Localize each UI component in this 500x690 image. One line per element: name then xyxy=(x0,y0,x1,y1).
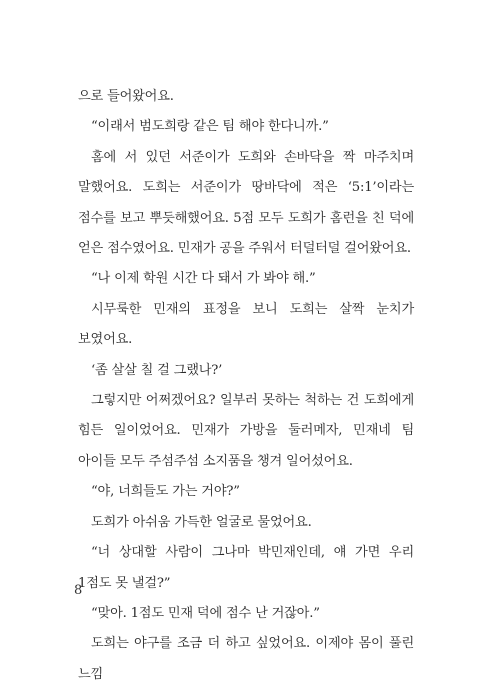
paragraph: ‘좀 살살 칠 걸 그랬나?’ xyxy=(91,362,223,378)
body-text xyxy=(78,82,414,690)
paragraph: “나 이제 학원 시간 다 돼서 가 봐야 해.” xyxy=(91,271,316,287)
paragraph: 도희가 아쉬움 가득한 얼굴로 물었어요. xyxy=(91,514,312,530)
paragraph: 그렇지만 어쩌겠어요? 일부러 못하는 척하는 건 도희에게 힘든 일이었어요. 민재가 가방을 둘러메자, 민재네 팀 아이들 모두 주섬주섬 소지품을 챙겨 일어섰어요. xyxy=(78,393,414,469)
paragraph: 홈에 서 있던 서준이가 도희와 손바닥을 짝 마주치며 말했어요. 도희는 서준이가 땅바닥에 적은 ‘5:1’이라는 점수를 보고 뿌듯해했어요. 5점 모두 도희가 홈런을 친 덕에 얻은 점수였어요. 민재가 공을 주워서 터덜터덜 걸어왔어요. xyxy=(78,149,414,257)
paragraph: “맞아. 1점도 민재 덕에 점수 난 거잖아.” xyxy=(91,605,320,621)
paragraph: 시무룩한 민재의 표정을 보니 도희는 살짝 눈치가 보였어요. xyxy=(78,301,414,348)
paragraph: “야, 너희들도 가는 거야?” xyxy=(91,484,240,500)
paragraph: 도희는 야구를 조금 더 하고 싶었어요. 이제야 몸이 풀린 느낌 xyxy=(78,636,414,682)
paragraph: “이래서 범도희랑 같은 팀 해야 한다니까.” xyxy=(91,119,329,135)
page-number: 8 xyxy=(74,583,83,598)
paragraph: 으로 들어왔어요. xyxy=(78,89,174,104)
paragraph: “너 상대할 사람이 그나마 박민재인데, 얘 가면 우리 1점도 못 낼걸?” xyxy=(78,545,414,591)
